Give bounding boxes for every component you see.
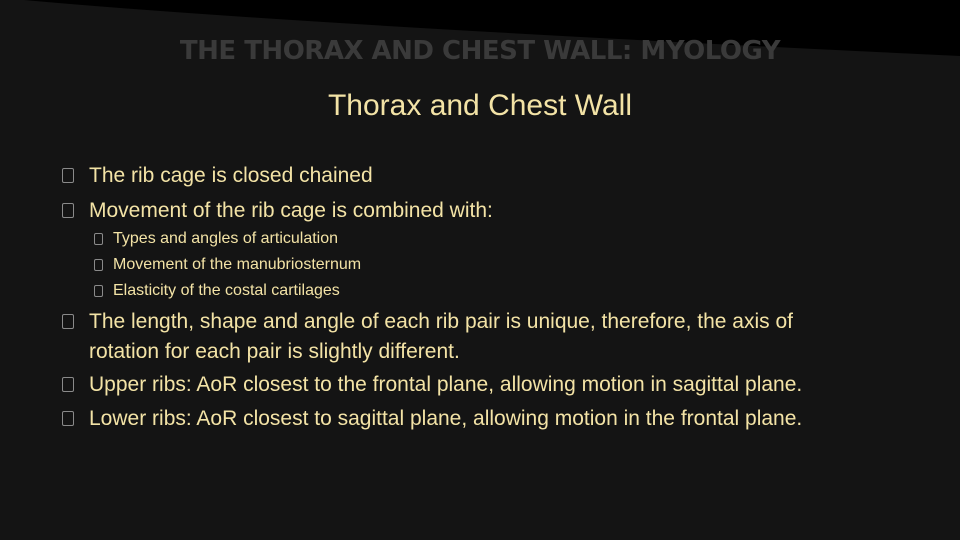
bullet-text: The rib cage is closed chained — [89, 164, 373, 187]
bullet-text: rotation for each pair is slightly different. — [89, 340, 460, 363]
box-bullet-icon — [62, 314, 74, 329]
box-bullet-icon — [62, 203, 74, 218]
sub-bullet-text: Types and angles of articulation — [113, 230, 339, 247]
box-bullet-icon — [94, 233, 103, 245]
box-bullet-icon — [62, 168, 74, 183]
box-bullet-icon — [62, 377, 74, 392]
sub-bullet-text: Movement of the manubriosternum — [113, 256, 362, 273]
bullet-text: The length, shape and angle of each rib pair is unique, therefore, the axis of — [89, 310, 793, 333]
box-bullet-icon — [94, 285, 103, 297]
bullet-text: Lower ribs: AoR closest to sagittal plane, allowing motion in the frontal plane. — [89, 407, 803, 430]
bullet-text: Movement of the rib cage is combined with: — [89, 199, 493, 222]
slide-subtitle: Thorax and Chest Wall — [327, 89, 632, 122]
box-bullet-icon — [62, 411, 74, 426]
bullet-text: Upper ribs: AoR closest to the frontal plane, allowing motion in sagittal plane. — [89, 373, 803, 396]
slide-title: THE THORAX AND CHEST WALL: MYOLOGY — [179, 36, 781, 66]
box-bullet-icon — [94, 259, 103, 271]
sub-bullet-text: Elasticity of the costal cartilages — [113, 282, 340, 299]
